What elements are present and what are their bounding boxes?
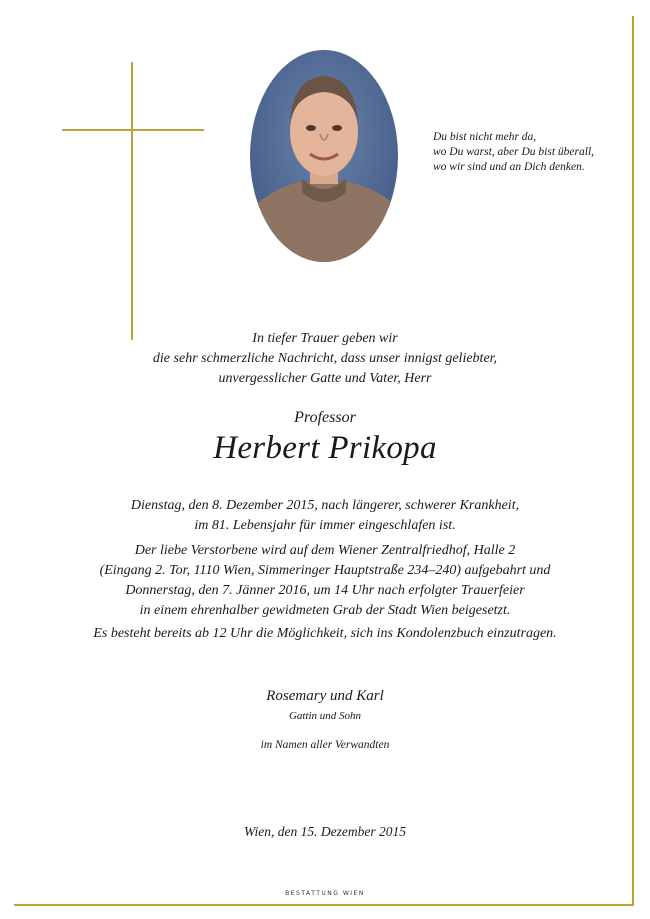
funeral-line: Der liebe Verstorbene wird auf dem Wiener Zentralfriedhof, Halle 2 — [134, 543, 516, 558]
condolence-note: Es besteht bereits ab 12 Uhr die Möglichkeit, sich ins Kondolenzbuch einzutragen. — [93, 626, 557, 641]
motto-line: wo Du warst, aber Du bist überall, — [433, 146, 595, 158]
death-notice-line: im 81. Lebensjahr für immer eingeschlafen ist. — [194, 518, 456, 533]
motto-line: Du bist nicht mehr da, — [433, 131, 537, 143]
death-notice-line: Dienstag, den 8. Dezember 2015, nach längerer, schwerer Krankheit, — [130, 498, 520, 513]
deceased-title: Professor — [294, 409, 356, 426]
frame-border-right — [632, 16, 634, 906]
cross-icon-vertical-bar — [131, 62, 133, 340]
portrait-photo — [250, 50, 398, 262]
motto-line: wo wir sind und an Dich denken. — [433, 161, 585, 173]
intro-line: In tiefer Trauer geben wir — [252, 331, 398, 346]
death-notice — [20, 496, 630, 536]
signer-on-behalf: im Namen aller Verwandten — [260, 739, 390, 751]
signer-names: Rosemary und Karl — [266, 688, 384, 704]
funeral-line: (Eingang 2. Tor, 1110 Wien, Simmeringer Hauptstraße 234–240) aufgebahrt und — [99, 563, 551, 578]
place-date: Wien, den 15. Dezember 2015 — [244, 824, 406, 839]
frame-border-bottom — [14, 904, 634, 906]
intro-text — [20, 329, 630, 389]
funeral-details — [20, 541, 630, 621]
funeral-line: Donnerstag, den 7. Jänner 2016, um 14 Uhr nach erfolgter Trauerfeier — [125, 583, 525, 598]
deceased-name: Herbert Prikopa — [213, 430, 437, 466]
memorial-motto — [433, 130, 623, 175]
cross-icon-horizontal-bar — [62, 129, 204, 131]
signer-relation: Gattin und Sohn — [288, 710, 362, 722]
undertaker-credit: BESTATTUNG WIEN — [285, 890, 365, 897]
funeral-line: in einem ehrenhalber gewidmeten Grab der Stadt Wien beigesetzt. — [139, 603, 511, 618]
intro-line: unvergesslicher Gatte und Vater, Herr — [218, 371, 432, 386]
intro-line: die sehr schmerzliche Nachricht, dass unser innigst geliebter, — [152, 351, 498, 366]
